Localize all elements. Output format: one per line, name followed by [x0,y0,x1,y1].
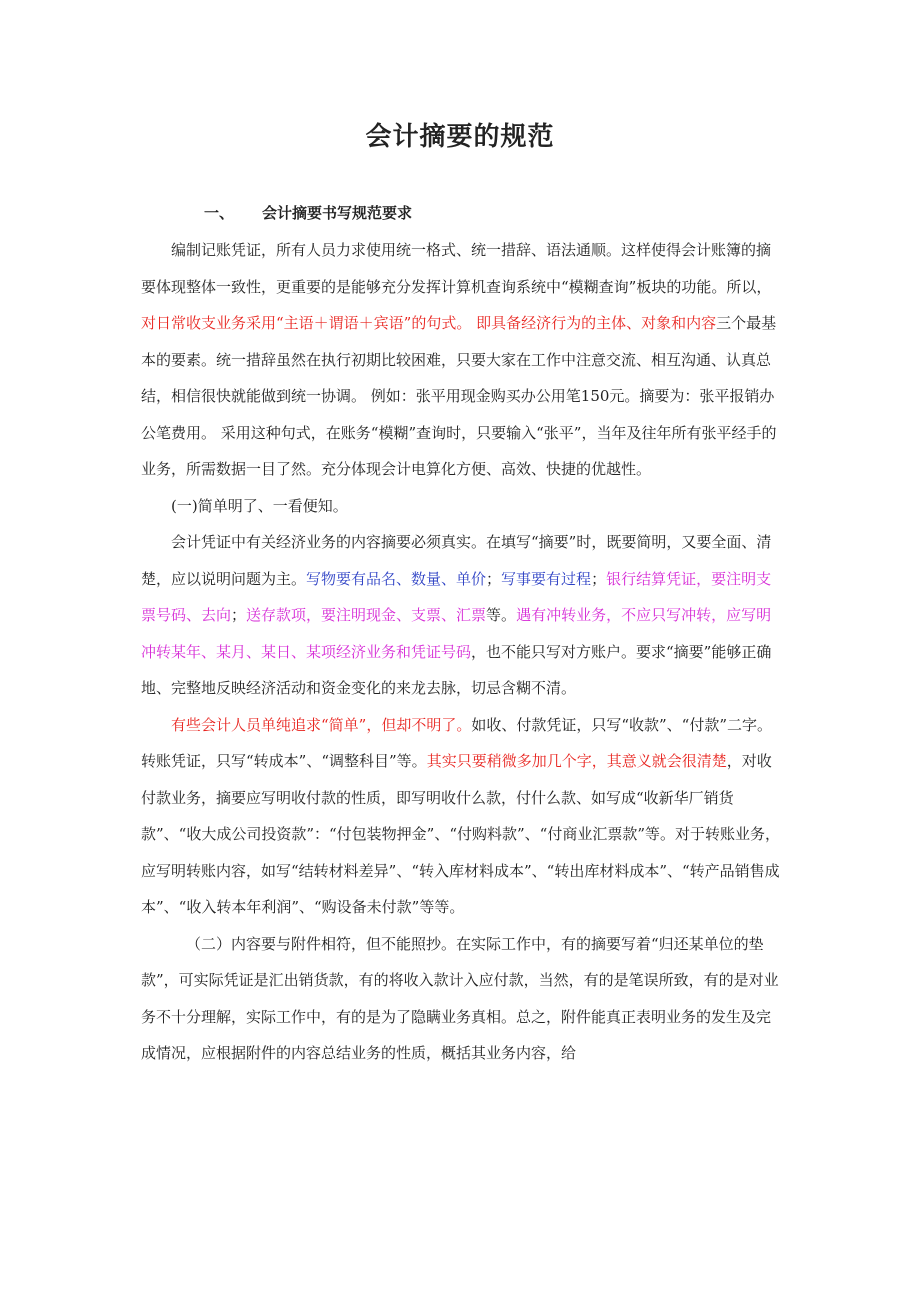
highlight-magenta: 遇有冲转业务，不应只写冲转，应写明冲转某年、某月、某日、某项经济业务和凭证号码 [141,606,772,661]
section-title: 会计摘要书写规范要求 [262,204,413,222]
highlight-red: 其实只要稍微多加几个字，其意义就会很清楚 [426,752,727,770]
highlight-magenta: 送存款项，要注明现金、支票、汇票 [246,606,487,624]
document-title: 会计摘要的规范 [365,122,555,152]
highlight-blue: 写事要有过程 [501,569,592,588]
text-run: 会计凭证中有关经济业务的内容摘要必须真实。在填写“摘要”时，既要简明，又要全面、清楚，应以说明问题为主。 [141,533,772,588]
text-run: 等。 [486,606,517,624]
section-number: 一、 [204,204,235,222]
paragraph-intro [141,232,781,488]
highlight-blue: 写物要有品名、数量、单价 [306,569,487,588]
text-run: ，也不能只写对方账户。要求“摘要”能够正确地、完整地反映经济活动和资金变化的来龙去脉，切忌含糊不清。 [141,642,772,697]
text-run: ； [591,569,607,588]
highlight-magenta: 银行结算凭证，要注明支票号码、去向 [141,569,772,624]
document-body [141,232,781,1072]
highlight-red: 有些会计人员单纯追求“简单”，但却不明了。 [171,715,472,734]
text-run: 如收、付款凭证，只写“收款”、“付款”二字。转账凭证，只写“转成本”、“调整科目”等。 [141,715,773,770]
text-run: 三个最基本的要素。统一措辞虽然在执行初期比较困难，只要大家在工作中注意交流、相互沟通、认真总结，相信很快就能做到统一协调。 例如：张平用现金购买办公用笔150元。摘要为：张平报销办公笔费用。 采用这种句式，在账务“模糊”查询时，只要输入“张平”，当年及往年所有张平经手的业务，所需数据一目了然。充分体现会计电算化方便、高效、快捷的优越性。 [141,314,777,478]
paragraph-simple-examples [141,707,781,926]
subheading-simple-clear: (一)简单明了、一看便知。 [171,496,348,515]
section-heading [204,202,412,223]
text-run: 编制记账凭证，所有人员力求使用统一格式、统一措辞、语法通顺。这样使得会计账簿的摘要体现整体一致性，更重要的是能够充分发挥计算机查询系统中“模糊查询”板块的功能。所以， [141,241,772,296]
text-run: ； [486,569,502,588]
highlight-red: 对日常收支业务采用“主语＋谓语＋宾语”的句式。 即具备经济行为的主体、对象和内容 [141,314,717,332]
paragraph-truthful [141,524,781,707]
text-run: ，对收付款业务，摘要应写明收付款的性质，即写明收什么款，付什么款、如写成“收新华厂销货款”、“收大成公司投资款”：“付包装物押金”、“付购料款”、“付商业汇票款”等。对于转账业务，应写明转账内容，如写“结转材料差异”、“转入库材料成本”、“转出库材料成本”、“转产品销售成本”、“收入转本年利润”、“购设备未付款”等等。 [141,752,781,916]
text-run: ； [231,606,247,624]
paragraph-attachments: （二）内容要与附件相符，但不能照抄。在实际工作中，有的摘要写着“归还某单位的垫款”，可实际凭证是汇出销货款，有的将收入款计入应付款，当然，有的是笔误所致，有的是对业务不十分理解，实际工作中，有的是为了隐瞒业务真相。总之，附件能真正表明业务的发生及完成情况，应根据附件的内容总结业务的性质，概括其业务内容，给 [141,934,779,1062]
